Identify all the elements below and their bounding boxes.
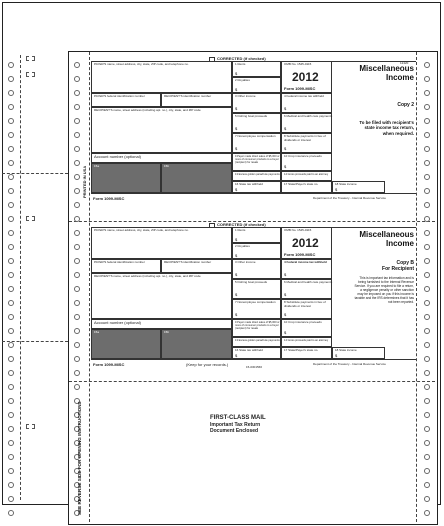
pin-feed-hole xyxy=(424,202,430,208)
pin-feed-hole xyxy=(8,230,14,236)
perforation-front-left xyxy=(89,52,90,522)
footer-department: Department of the Treasury - Internal Revenue Service xyxy=(313,196,386,200)
pin-feed-hole xyxy=(74,104,80,110)
pin-feed-hole xyxy=(8,454,14,460)
registration-mark xyxy=(26,424,35,429)
pin-feed-hole xyxy=(8,272,14,278)
pin-feed-hole xyxy=(8,286,14,292)
footer-rule xyxy=(91,359,416,360)
recipient-id-box[interactable]: RECIPIENT'S identification number xyxy=(161,259,232,273)
recipient-id-box[interactable]: RECIPIENT'S identification number xyxy=(161,93,232,107)
box-15a: 15a xyxy=(91,163,161,193)
box-3-other-income[interactable]: 3 Other income $ xyxy=(232,259,281,279)
pin-feed-hole xyxy=(424,370,430,376)
box-10-crop[interactable]: 10 Crop insurance proceeds $ xyxy=(281,319,332,337)
pin-feed-hole xyxy=(74,272,80,278)
pin-feed-hole xyxy=(424,258,430,264)
box-14-attorney[interactable]: 14 Gross proceeds paid to an attorney xyxy=(281,337,332,347)
pin-feed-hole xyxy=(8,482,14,488)
pin-feed-hole xyxy=(424,398,430,404)
mailer-line3: Document Enclosed xyxy=(210,428,259,434)
form-title-line1: Miscellaneous xyxy=(359,230,414,239)
copy-instructions: This is important tax information and is being furnished to the Internal Revenue Service. If you are required to file a return, a negligence penalty or other sanction may be imposed on you if this income is taxable and the IRS determines that it has not been reported. xyxy=(354,276,414,304)
pin-feed-hole xyxy=(74,328,80,334)
box-18-state-income[interactable]: 18 State income $ xyxy=(332,347,385,359)
box-2-royalties[interactable]: 2 Royalties $ xyxy=(232,243,281,259)
pin-feed-hole xyxy=(74,132,80,138)
box-1-rents[interactable]: 1 Rents $ xyxy=(232,61,281,77)
pin-feed-hole xyxy=(8,370,14,376)
box-4-fed-tax[interactable]: 4 Federal income tax withheld $ xyxy=(281,93,332,113)
pin-feed-hole xyxy=(74,160,80,166)
pin-feed-hole xyxy=(424,510,430,516)
pin-feed-hole xyxy=(424,440,430,446)
pin-feed-hole xyxy=(74,76,80,82)
form-title-line2: Income xyxy=(385,73,414,82)
account-box[interactable]: Account number (optional) xyxy=(91,319,232,329)
box-6-medical[interactable]: 6 Medical and health care payments $ xyxy=(281,279,332,299)
form-code-number: 12420 xyxy=(400,61,409,65)
pin-feed-hole xyxy=(424,174,430,180)
pin-feed-hole xyxy=(8,62,14,68)
pin-feed-hole xyxy=(74,230,80,236)
box-18-state-income[interactable]: 18 State income $ xyxy=(332,181,385,193)
pin-feed-hole xyxy=(424,356,430,362)
footer-department: Department of the Treasury - Internal Revenue Service xyxy=(313,362,386,366)
pin-feed-hole xyxy=(424,300,430,306)
pin-feed-hole xyxy=(74,342,80,348)
perforation-left xyxy=(20,55,21,500)
pin-feed-hole xyxy=(8,496,14,502)
box-17-state-id[interactable]: 17 State/Payer's state no. xyxy=(281,347,332,359)
pin-feed-hole xyxy=(8,90,14,96)
pin-feed-hole xyxy=(8,216,14,222)
pin-feed-hole xyxy=(424,132,430,138)
pin-feed-hole xyxy=(74,90,80,96)
pin-feed-hole xyxy=(8,132,14,138)
box-5-fishing[interactable]: 5 Fishing boat proceeds $ xyxy=(232,113,281,133)
box-15a: 15a xyxy=(91,329,161,359)
payer-id-box[interactable]: PAYER'S federal identification number xyxy=(91,93,161,107)
payer-box[interactable]: PAYER'S name, street address, city, state, ZIP code, and telephone no. xyxy=(91,227,232,259)
footer-form-number: 15-0301566 xyxy=(246,365,263,369)
footer-rule xyxy=(91,193,416,194)
pin-feed-hole xyxy=(424,104,430,110)
box-2-royalties[interactable]: 2 Royalties $ xyxy=(232,77,281,93)
pin-feed-hole xyxy=(424,188,430,194)
pin-feed-hole xyxy=(74,118,80,124)
box-9-direct-sales[interactable]: 9 Payer made direct sales of $5,000 or more of consumer products to a buyer (recipient) for resale xyxy=(232,319,281,337)
form-title-line1: Miscellaneous xyxy=(359,64,414,73)
pin-feed-hole xyxy=(74,314,80,320)
copy-label: Copy 2 xyxy=(397,102,414,108)
pin-feed-hole xyxy=(8,398,14,404)
form-copy-2 xyxy=(91,54,416,220)
corrected-label: CORRECTED (if checked) xyxy=(217,56,266,61)
opening-instructions: SEE REVERSE SIDE FOR OPENING INSTRUCTIONS xyxy=(77,401,82,515)
year-box: OMB No. 1545-0115 2012 Form 1099-MISC xyxy=(281,61,332,93)
box-14-attorney[interactable]: 14 Gross proceeds paid to an attorney xyxy=(281,171,332,181)
pin-feed-hole xyxy=(74,356,80,362)
box-7-nonemployee[interactable]: 7 Nonemployee compensation $ xyxy=(232,133,281,153)
corrected-label: CORRECTED (if checked) xyxy=(217,222,266,227)
box-16-state-tax[interactable]: 16 State tax withheld $ xyxy=(232,181,281,193)
pin-feed-hole xyxy=(74,300,80,306)
box-9-direct-sales[interactable]: 9 Payer made direct sales of $5,000 or more of consumer products to a buyer (recipient) for resale xyxy=(232,153,281,171)
year-box: OMB No. 1545-0115 2012 Form 1099-MISC xyxy=(281,227,332,259)
pin-feed-hole xyxy=(74,216,80,222)
pin-feed-hole xyxy=(424,76,430,82)
registration-mark xyxy=(26,56,35,61)
pin-feed-hole xyxy=(424,146,430,152)
pin-feed-hole xyxy=(74,384,80,390)
box-6-medical[interactable]: 6 Medical and health care payments $ xyxy=(281,113,332,133)
pin-feed-hole xyxy=(424,286,430,292)
pin-feed-hole xyxy=(8,328,14,334)
perforation-front-right xyxy=(416,52,417,522)
pin-feed-hole xyxy=(8,412,14,418)
box-7-nonemployee[interactable]: 7 Nonemployee compensation $ xyxy=(232,299,281,319)
box-13-golden[interactable]: 13 Excess golden parachute payments xyxy=(232,171,281,181)
pin-feed-hole xyxy=(8,118,14,124)
account-box[interactable]: Account number (optional) xyxy=(91,153,232,163)
mailer-line2: Important Tax Return xyxy=(210,422,261,428)
box-13-golden[interactable]: 13 Excess golden parachute payments xyxy=(232,337,281,347)
pin-feed-hole xyxy=(8,258,14,264)
pin-feed-hole xyxy=(8,314,14,320)
pin-feed-hole xyxy=(424,342,430,348)
pin-feed-hole xyxy=(8,76,14,82)
box-4-fed-tax[interactable]: 4 Federal income tax withheld $ xyxy=(281,259,332,279)
form-copy-b xyxy=(91,220,416,380)
box-10-crop[interactable]: 10 Crop insurance proceeds $ xyxy=(281,153,332,171)
pin-feed-hole xyxy=(424,426,430,432)
pin-feed-hole xyxy=(8,440,14,446)
recipient-box[interactable]: RECIPIENT'S name, street address (including apt. no.), city, state, and ZIP code xyxy=(91,107,232,153)
pin-feed-hole xyxy=(8,342,14,348)
form-title-line2: Income xyxy=(385,239,414,248)
pin-feed-hole xyxy=(74,370,80,376)
pin-feed-hole xyxy=(424,272,430,278)
pin-feed-hole xyxy=(424,496,430,502)
box-16-state-tax[interactable]: 16 State tax withheld $ xyxy=(232,347,281,359)
pin-feed-hole xyxy=(74,62,80,68)
pin-feed-hole xyxy=(74,146,80,152)
pin-feed-hole xyxy=(424,328,430,334)
pin-feed-hole xyxy=(424,454,430,460)
pin-feed-hole xyxy=(8,510,14,516)
recipient-box[interactable]: RECIPIENT'S name, street address (including apt. no.), city, state, and ZIP code xyxy=(91,273,232,319)
pin-feed-hole xyxy=(424,482,430,488)
pin-feed-hole xyxy=(424,230,430,236)
registration-mark xyxy=(26,72,35,77)
pin-feed-hole xyxy=(424,244,430,250)
pin-feed-hole xyxy=(74,286,80,292)
pin-feed-hole xyxy=(8,202,14,208)
pin-feed-hole xyxy=(8,244,14,250)
pin-feed-hole xyxy=(8,160,14,166)
payer-id-box[interactable]: PAYER'S federal identification number xyxy=(91,259,161,273)
copy-instructions: To be filed with recipient's state income tax return, when required. xyxy=(359,120,414,136)
printed-in-usa: PRINTED IN USA xyxy=(82,165,87,198)
pin-feed-hole xyxy=(424,384,430,390)
box-8-substitute[interactable]: 8 Substitute payments in lieu of dividends or interest $ xyxy=(281,133,332,153)
pin-feed-hole xyxy=(8,146,14,152)
box-15b: 15b xyxy=(161,163,232,193)
pin-feed-hole xyxy=(8,468,14,474)
pin-feed-hole xyxy=(424,160,430,166)
footer-form-code: Form 1099-MISC xyxy=(93,362,125,367)
box-17-state-id[interactable]: 17 State/Payer's state no. xyxy=(281,181,332,193)
pin-feed-hole xyxy=(8,174,14,180)
pin-feed-hole xyxy=(74,174,80,180)
perforation-bottom xyxy=(69,381,435,382)
pin-feed-hole xyxy=(424,468,430,474)
pin-feed-hole xyxy=(8,104,14,110)
pin-feed-hole xyxy=(74,188,80,194)
footer-form-code: Form 1099-MISC xyxy=(93,196,125,201)
payer-box[interactable]: PAYER'S name, street address, city, state, ZIP code, and telephone no. xyxy=(91,61,232,93)
pin-feed-hole xyxy=(424,216,430,222)
pin-feed-hole xyxy=(424,118,430,124)
copy-label: Copy B xyxy=(396,260,414,266)
registration-mark xyxy=(26,216,35,221)
pin-feed-hole xyxy=(74,258,80,264)
box-3-other-income[interactable]: 3 Other income $ xyxy=(232,93,281,113)
pin-feed-hole xyxy=(74,202,80,208)
pin-feed-hole xyxy=(8,384,14,390)
pin-feed-hole xyxy=(8,356,14,362)
pin-feed-hole xyxy=(424,412,430,418)
box-8-substitute[interactable]: 8 Substitute payments in lieu of dividends or interest $ xyxy=(281,299,332,319)
pin-feed-hole xyxy=(8,300,14,306)
box-5-fishing[interactable]: 5 Fishing boat proceeds $ xyxy=(232,279,281,299)
pin-feed-hole xyxy=(424,314,430,320)
pin-feed-hole xyxy=(8,426,14,432)
footer-keep-records: (Keep for your records.) xyxy=(186,362,229,367)
copy-sub: For Recipient xyxy=(382,266,414,272)
pin-feed-hole xyxy=(424,90,430,96)
pin-feed-hole xyxy=(74,244,80,250)
pin-feed-hole xyxy=(8,188,14,194)
box-1-rents[interactable]: 1 Rents $ xyxy=(232,227,281,243)
pin-feed-hole xyxy=(424,62,430,68)
mailer-line1: FIRST-CLASS MAIL xyxy=(210,415,266,421)
box-15b: 15b xyxy=(161,329,232,359)
